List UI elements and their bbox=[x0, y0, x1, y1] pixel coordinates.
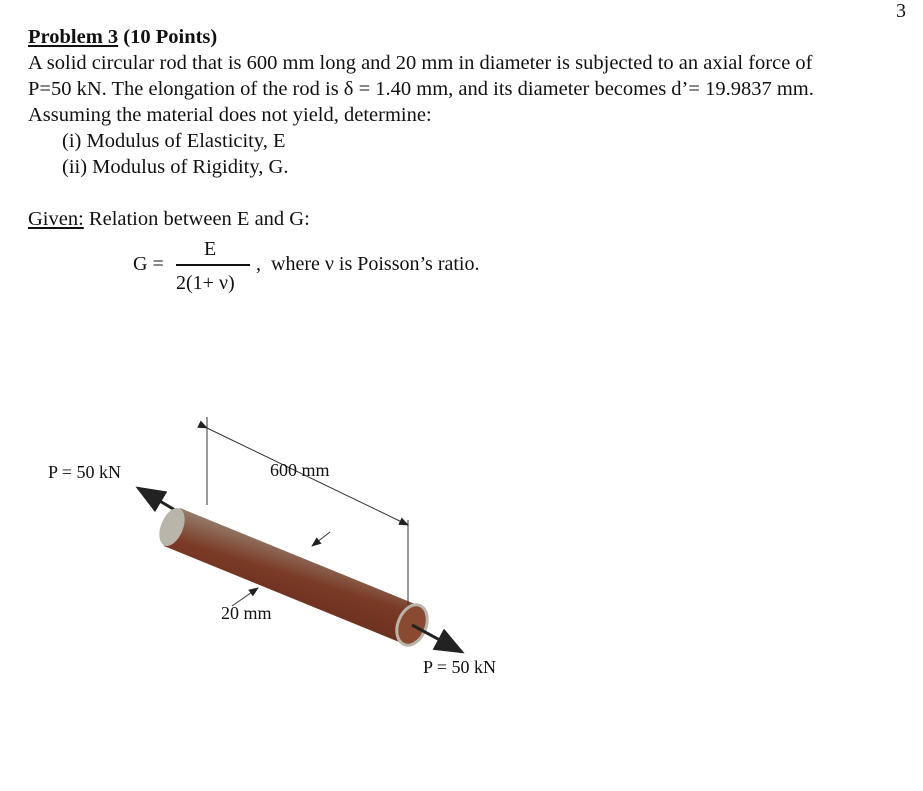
equation-comma: , bbox=[256, 253, 261, 275]
given-label: Given: bbox=[28, 208, 84, 230]
problem-points: (10 Points) bbox=[118, 26, 218, 48]
equation-numerator: E bbox=[204, 238, 217, 260]
equation-lhs: G = bbox=[133, 253, 164, 275]
rod-body bbox=[164, 508, 420, 644]
load-right-label: P = 50 kN bbox=[423, 657, 496, 677]
item-modulus-elasticity: (i) Modulus of Elasticity, E bbox=[62, 130, 286, 152]
problem-line-2: P=50 kN. The elongation of the rod is δ = 1.40 mm, and its diameter becomes d’= 19.9837 mm. bbox=[28, 78, 814, 100]
problem-line-3: Assuming the material does not yield, determine: bbox=[28, 104, 432, 126]
diameter-label: 20 mm bbox=[221, 603, 272, 623]
load-left-label: P = 50 kN bbox=[48, 462, 121, 482]
problem-line-1: A solid circular rod that is 600 mm long and 20 mm in diameter is subjected to an axial force of bbox=[28, 52, 813, 74]
problem-title-label: Problem 3 bbox=[28, 26, 119, 48]
item-modulus-rigidity: (ii) Modulus of Rigidity, G. bbox=[62, 156, 289, 178]
length-label: 600 mm bbox=[270, 460, 330, 480]
equation-note: where ν is Poisson’s ratio. bbox=[271, 253, 480, 275]
given-text: Relation between E and G: bbox=[83, 208, 310, 230]
diameter-leader-top bbox=[312, 532, 330, 546]
page-number: 3 bbox=[896, 0, 906, 22]
equation-denominator: 2(1+ ν) bbox=[176, 272, 235, 294]
